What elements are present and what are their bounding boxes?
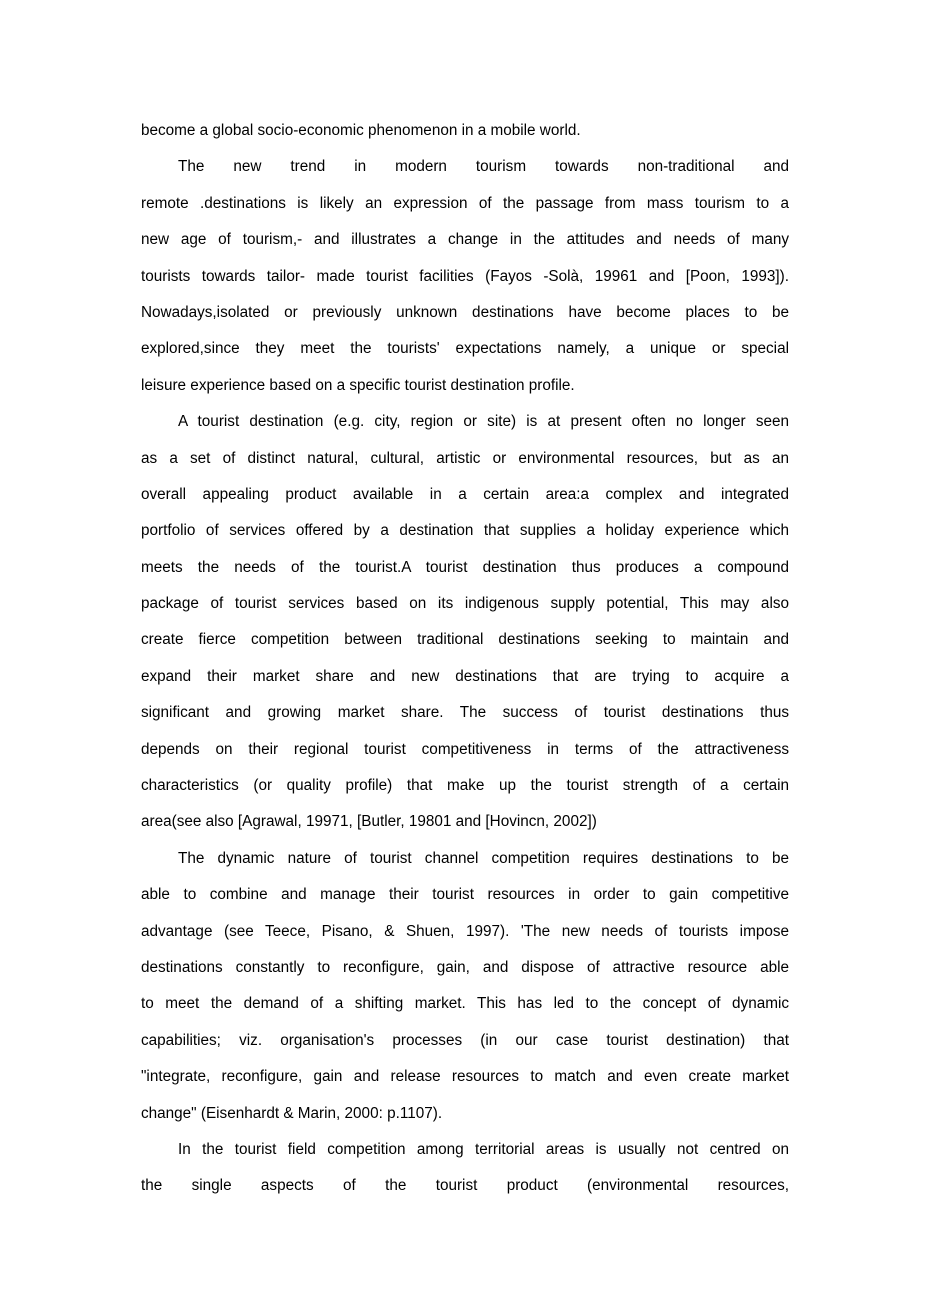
text-line: capabilities; viz. organisation's processes (in our case tourist destination) that (141, 1031, 789, 1049)
text-line: Nowadays,isolated or previously unknown destinations have become places to be (141, 303, 789, 321)
paragraph (141, 404, 789, 841)
paragraph (141, 1132, 789, 1205)
text-line: explored,since they meet the tourists' expectations namely, a unique or special (141, 340, 789, 358)
text-line: remote .destinations is likely an expression of the passage from mass tourism to a (141, 194, 789, 212)
text-line: create fierce competition between traditional destinations seeking to maintain and (141, 631, 789, 649)
text-line: to meet the demand of a shifting market. This has led to the concept of dynamic (141, 995, 789, 1013)
text-line: advantage (see Teece, Pisano, & Shuen, 1997). 'The new needs of tourists impose (141, 922, 789, 940)
paragraph (141, 841, 789, 1132)
text-line: change" (Eisenhardt & Marin, 2000: p.1107). (141, 1104, 443, 1122)
text-line: A tourist destination (e.g. city, region or site) is at present often no longer seen (178, 413, 789, 431)
text-line: In the tourist field competition among territorial areas is usually not centred on (178, 1140, 789, 1158)
text-line: become a global socio-economic phenomenon in a mobile world. (141, 122, 581, 139)
text-line: area(see also [Agrawal, 19971, [Butler, 19801 and [Hovincn, 2002]) (141, 813, 597, 831)
text-line: expand their market share and new destinations that are trying to acquire a (141, 667, 789, 685)
text-line: package of tourist services based on its indigenous supply potential, This may also (141, 595, 789, 613)
text-line: new age of tourism,- and illustrates a change in the attitudes and needs of many (141, 231, 789, 249)
text-line: as a set of distinct natural, cultural, artistic or environmental resources, but as an (141, 449, 789, 467)
text-line: overall appealing product available in a certain area:a complex and integrated (141, 485, 789, 503)
text-line: the single aspects of the tourist product (environmental resources, (141, 1177, 789, 1195)
paragraph (141, 113, 789, 149)
document-body (141, 113, 789, 1205)
text-line: The new trend in modern tourism towards non-traditional and (178, 158, 789, 176)
text-line: characteristics (or quality profile) that make up the tourist strength of a certain (141, 777, 789, 795)
text-line: able to combine and manage their tourist resources in order to gain competitive (141, 886, 789, 904)
text-line: depends on their regional tourist competitiveness in terms of the attractiveness (141, 740, 789, 758)
text-line: "integrate, reconfigure, gain and release resources to match and even create market (141, 1068, 789, 1086)
text-line: meets the needs of the tourist.A tourist destination thus produces a compound (141, 558, 789, 576)
text-line: leisure experience based on a specific tourist destination profile. (141, 376, 575, 394)
text-line: tourists towards tailor- made tourist facilities (Fayos -Solà, 19961 and [Poon, 1993]). (141, 267, 789, 285)
text-line: The dynamic nature of tourist channel competition requires destinations to be (178, 849, 789, 867)
text-line: destinations constantly to reconfigure, gain, and dispose of attractive resource able (141, 958, 789, 976)
paragraph (141, 149, 789, 404)
text-line: significant and growing market share. The success of tourist destinations thus (141, 704, 789, 722)
text-line: portfolio of services offered by a destination that supplies a holiday experience which (141, 522, 789, 540)
